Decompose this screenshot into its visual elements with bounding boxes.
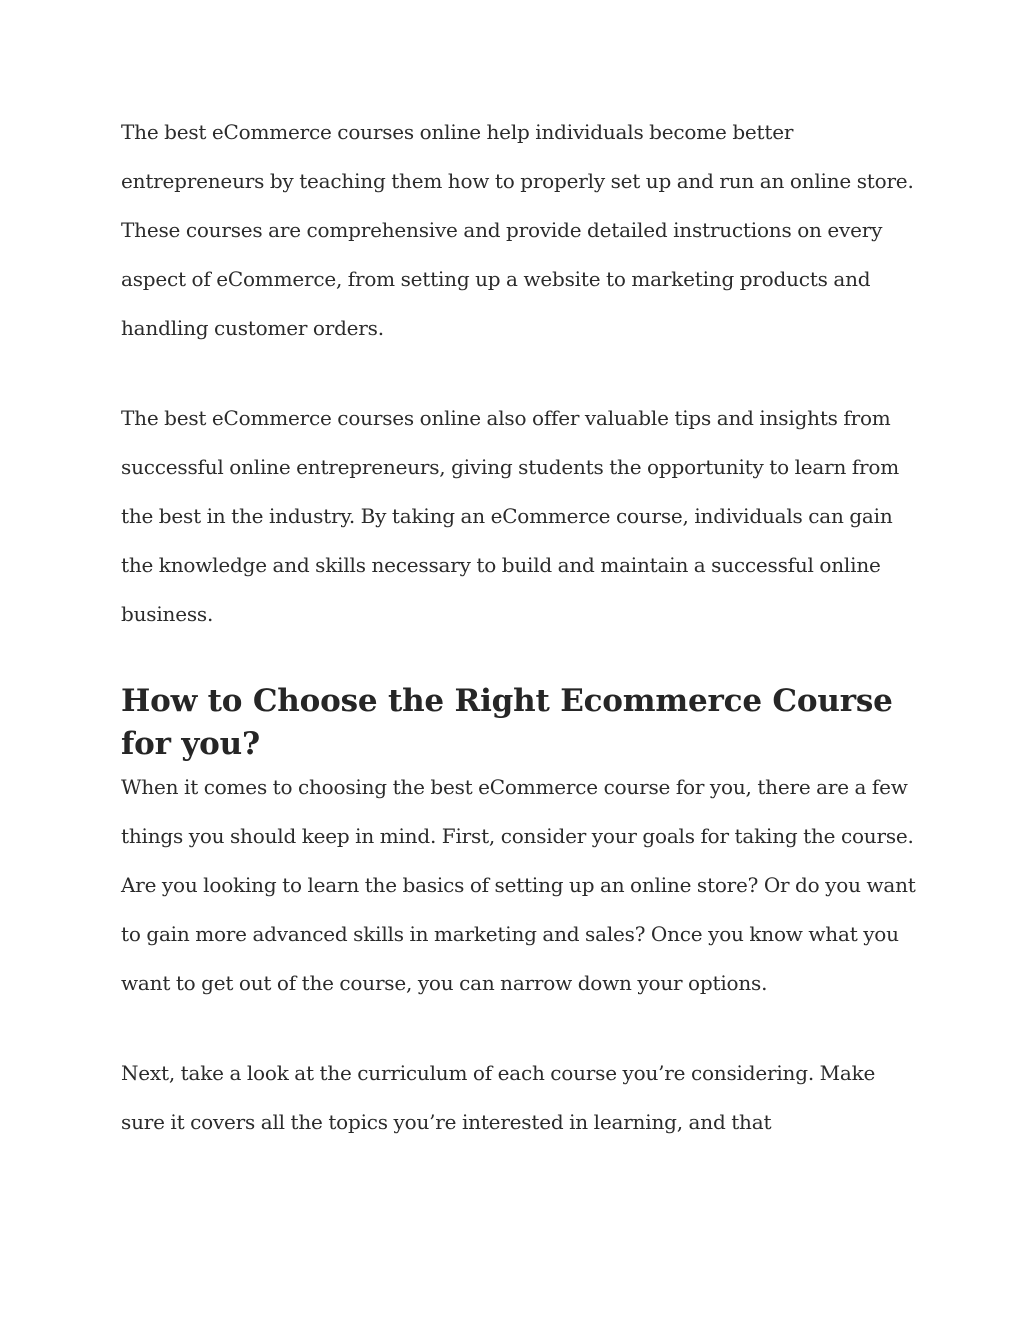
body-paragraph: When it comes to choosing the best eCommerce course for you, there are a few things you should keep in mind. First, consider your goals for taking the course. Are you looking to learn the basics of setting up an online store? Or do you want to gain more advanced skills in marketing and sales? Once you know what you want to get out of the course, you can narrow down your options. xyxy=(121,775,916,995)
document-page xyxy=(121,108,921,1147)
body-paragraph: Next, take a look at the curriculum of each course you’re considering. Make sure it covers all the topics you’re interested in learning, and that xyxy=(121,1061,876,1134)
body-paragraph: The best eCommerce courses online also offer valuable tips and insights from successful online entrepreneurs, giving students the opportunity to learn from the best in the industry. By taking an eCommerce course, individuals can gain the knowledge and skills necessary to build and maintain a successful online business. xyxy=(121,406,900,626)
section-heading: How to Choose the Right Ecommerce Course for you? xyxy=(121,683,893,762)
body-paragraph: The best eCommerce courses online help individuals become better entrepreneurs by teaching them how to properly set up and run an online store. These courses are comprehensive and provide detailed instructions on every aspect of eCommerce, from setting up a website to marketing products and handling customer orders. xyxy=(121,120,914,340)
